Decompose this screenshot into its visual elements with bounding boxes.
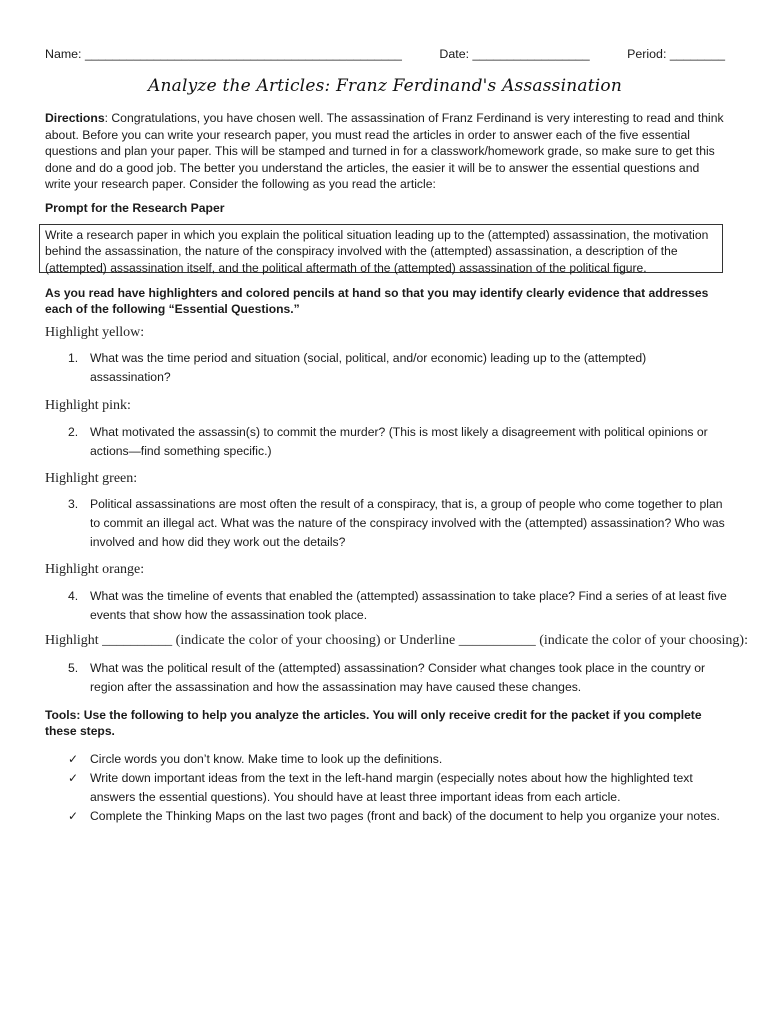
page-title: Analyze the Articles: Franz Ferdinand's Assassination [148, 76, 622, 96]
header-line [45, 47, 725, 61]
date-field [439, 47, 589, 61]
directions-text: : Congratulations, you have chosen well. The assassination of Franz Ferdinand is very interesting to read and think about. Before you can write your research paper, you must read the articles in order to answer each of the five essential questions and plan your paper. This will be stamped and turned in for a classwork/homework grade, so make sure to get this done and do a good job. The better you understand the articles, the easier it will be to answer the essential questions and write your research paper. Consider the following as you read the article: [45, 111, 724, 192]
tool-item [68, 750, 738, 769]
period-blank: ________ [669, 47, 725, 61]
highlight-label-5: Highlight __________ (indicate the color of your choosing) or Underline ___________ (indicate the color of your choosing): [45, 633, 748, 648]
question-number: 2. [68, 425, 79, 439]
highlight-label-2: Highlight pink: [45, 398, 131, 413]
period-field [627, 47, 725, 61]
question-4 [68, 587, 728, 625]
question-number: 3. [68, 497, 79, 511]
question-text: Political assassinations are most often the result of a conspiracy, that is, a group of people who come together to plan to commit an illegal act. What was the nature of the conspiracy involved with the (attempted) assassination? Who was involved and how did they work out the details? [90, 497, 725, 549]
date-blank: _________________ [472, 47, 590, 61]
checkmark-icon: ✓ [68, 752, 79, 766]
highlight-label-1: Highlight yellow: [45, 325, 145, 340]
highlight-label-4: Highlight orange: [45, 562, 145, 577]
tools-list [68, 750, 738, 826]
question-1 [68, 349, 728, 387]
question-text: What was the political result of the (attempted) assassination? Consider what changes took place in the country or region after the assassination and how the assassination may have caused these changes. [90, 661, 706, 694]
period-label: Period: [627, 47, 667, 61]
tool-item [68, 807, 738, 826]
question-number: 4. [68, 589, 79, 603]
checkmark-icon: ✓ [68, 809, 79, 823]
tool-text: Complete the Thinking Maps on the last two pages (front and back) of the document to help you organize your notes. [90, 809, 720, 823]
tools-heading: Tools: Use the following to help you analyze the articles. You will only receive credit for the packet if you complete these steps. [45, 708, 702, 739]
reading-instructions: As you read have highlighters and colored pencils at hand so that you may identify clearly evidence that addresses each of the following “Essential Questions.” [45, 286, 709, 317]
question-3 [68, 495, 728, 552]
directions-label: Directions [45, 111, 105, 125]
tool-text: Write down important ideas from the text in the left-hand margin (especially notes about how the highlighted text answers the essential questions). You should have at least three important ideas from each article. [90, 771, 693, 804]
checkmark-icon: ✓ [68, 771, 79, 785]
name-label: Name: [45, 47, 82, 61]
date-label: Date: [439, 47, 470, 61]
question-number: 5. [68, 661, 79, 675]
highlight-label-3: Highlight green: [45, 471, 138, 486]
question-text: What motivated the assassin(s) to commit the murder? (This is most likely a disagreement with political opinions or actions—find something specific.) [90, 425, 708, 458]
question-number: 1. [68, 351, 79, 365]
directions-paragraph [45, 110, 727, 193]
question-text: What was the time period and situation (social, political, and/or economic) leading up to the (attempted) assassination? [90, 351, 647, 384]
prompt-box: Write a research paper in which you explain the political situation leading up to the (attempted) assassination, the motivation behind the assassination, the nature of the conspiracy involved with the (attempted) assassination, a description of the (attempted) assassination itself, and the political aftermath of the (attempted) assassination of the political figure. [39, 224, 723, 273]
name-field [45, 47, 402, 61]
question-5 [68, 659, 728, 697]
tool-item [68, 769, 738, 807]
question-2 [68, 423, 728, 461]
tool-text: Circle words you don’t know. Make time to look up the definitions. [90, 752, 443, 766]
name-blank: ______________________________________________ [84, 47, 402, 61]
prompt-heading: Prompt for the Research Paper [45, 201, 225, 215]
question-text: What was the timeline of events that enabled the (attempted) assassination to take place? Find a series of at least five events that show how the assassination took place. [90, 589, 727, 622]
